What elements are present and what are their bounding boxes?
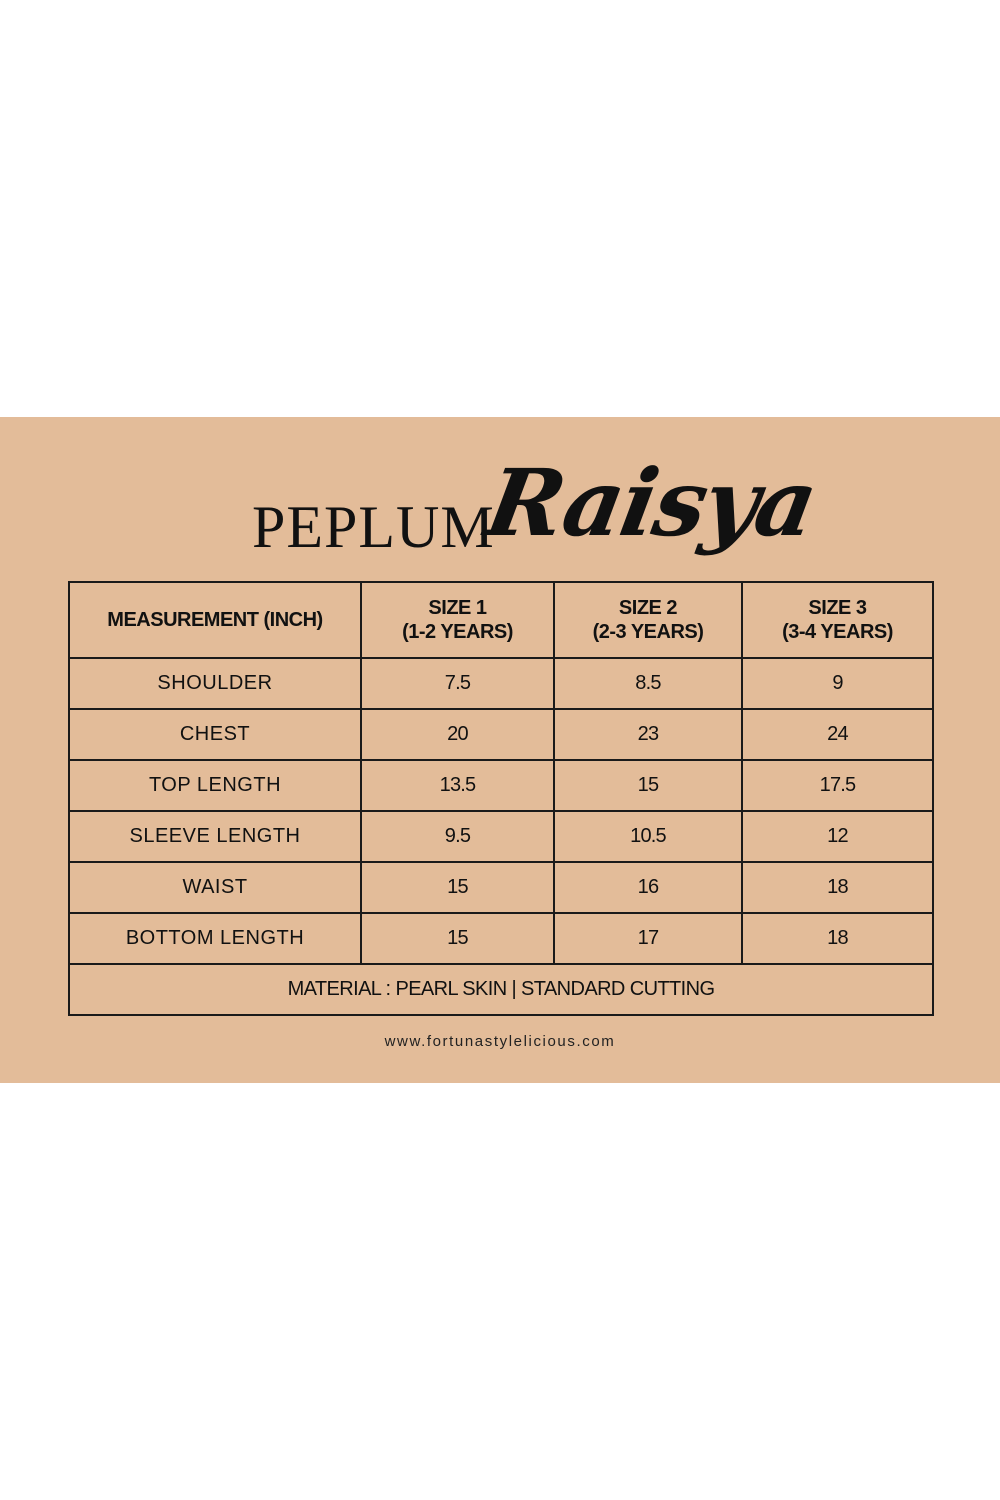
table-row [69,811,933,862]
cell-value: 9.5 [361,811,554,862]
cell-value: 23 [554,709,742,760]
row-label-waist: WAIST [69,862,361,913]
cell-value: 17 [554,913,742,964]
cell-value: 15 [361,862,554,913]
cell-value: 9 [742,658,933,709]
size-chart-card [0,417,1000,1083]
cell-value: 10.5 [554,811,742,862]
row-label-chest: CHEST [69,709,361,760]
table-header-row [69,582,933,658]
cell-value: 13.5 [361,760,554,811]
header-size-2-label: SIZE 2 [618,597,678,619]
cell-value: 12 [742,811,933,862]
header-size-3-label: SIZE 3 [808,597,867,619]
cell-value: 20 [361,709,554,760]
cell-value: 8.5 [554,658,742,709]
header-size-1 [361,582,554,658]
table-row [69,862,933,913]
row-label-sleeve-length: SLEEVE LENGTH [69,811,361,862]
cell-value: 15 [361,913,554,964]
header-size-1-age: (1-2 YEARS) [402,621,513,643]
header-measurement-label: MEASUREMENT (INCH) [107,609,323,631]
table-row [69,913,933,964]
header-measurement [69,582,361,658]
row-label-bottom-length: BOTTOM LENGTH [69,913,361,964]
cell-value: 18 [742,913,933,964]
table-footer-row [69,964,933,1015]
product-title [0,447,1000,567]
table-row [69,709,933,760]
table-row [69,760,933,811]
header-size-3-age: (3-4 YEARS) [782,621,893,643]
header-size-3 [742,582,933,658]
header-size-1-label: SIZE 1 [428,597,487,619]
cell-value: 7.5 [361,658,554,709]
table-row [69,658,933,709]
title-script-text: Raisya [478,449,824,557]
cell-value: 18 [742,862,933,913]
cell-value: 17.5 [742,760,933,811]
cell-value: 15 [554,760,742,811]
cell-value: 16 [554,862,742,913]
row-label-shoulder: SHOULDER [69,658,361,709]
row-label-top-length: TOP LENGTH [69,760,361,811]
title-serif-text: PEPLUM [252,494,495,560]
website-url: www.fortunastylelicious.com [384,1033,616,1050]
material-note: MATERIAL : PEARL SKIN | STANDARD CUTTING [69,964,933,1015]
header-size-2 [554,582,742,658]
cell-value: 24 [742,709,933,760]
header-size-2-age: (2-3 YEARS) [592,621,704,643]
size-table [68,581,934,1016]
